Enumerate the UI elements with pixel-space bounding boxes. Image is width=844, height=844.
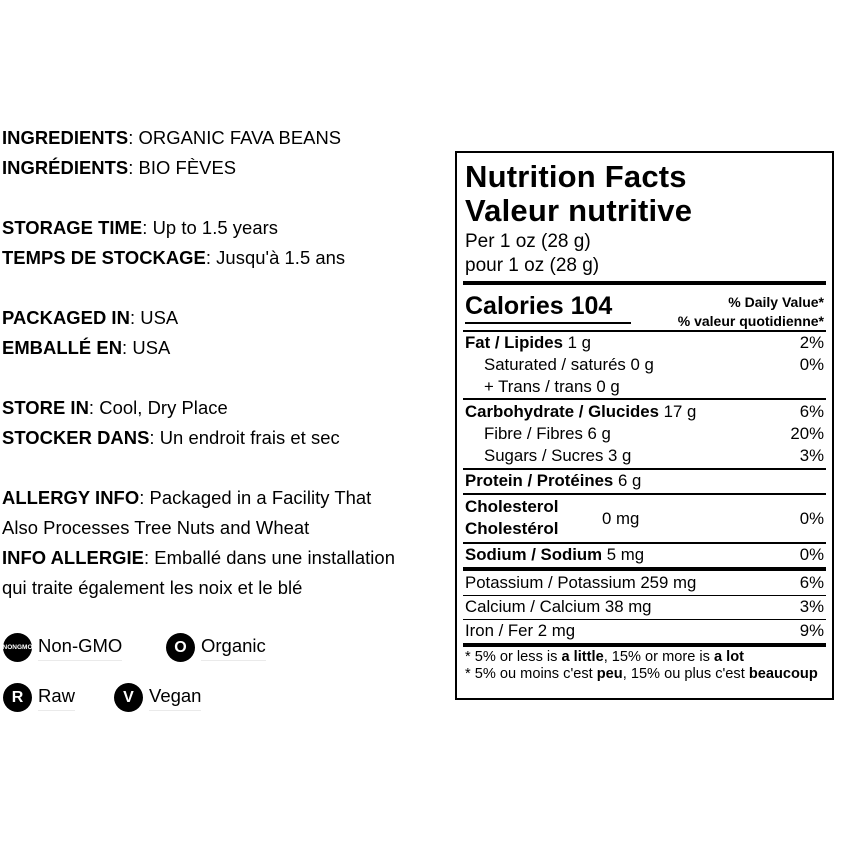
cholesterol-amount: 0 mg	[602, 509, 640, 528]
dv-header-fr: % valeur quotidienne*	[677, 313, 824, 329]
thick-rule	[463, 567, 826, 571]
row-fat	[465, 332, 824, 353]
row-sugars	[465, 445, 824, 466]
allergy-en-label: ALLERGY INFO	[2, 487, 140, 508]
nutrition-title-en: Nutrition Facts	[465, 159, 687, 194]
potassium-dv: 6%	[799, 573, 824, 592]
allergy-fr-value-cont: qui traite également les noix et le blé	[2, 577, 303, 598]
badge-organic	[166, 633, 266, 662]
trans-label: + Trans / trans 0 g	[484, 377, 620, 396]
carb-amount: 17 g	[663, 402, 697, 421]
row-saturated	[465, 354, 824, 375]
vegan-icon: V	[114, 683, 143, 712]
calories-label: Calories	[465, 292, 564, 320]
packaged-fr	[2, 336, 170, 360]
packaged-fr-value: : USA	[122, 337, 171, 358]
badge-non-gmo	[3, 633, 122, 662]
row-protein	[465, 470, 824, 491]
protein-label: Protein / Protéines	[465, 471, 614, 490]
ingredients-fr-value: : BIO FÈVES	[128, 157, 237, 178]
store-en-label: STORE IN	[2, 397, 89, 418]
thick-rule	[463, 281, 826, 285]
organic-icon: O	[166, 633, 195, 662]
row-carbohydrate	[465, 401, 824, 422]
sodium-amount: 5 mg	[606, 545, 645, 564]
organic-label: Organic	[201, 634, 266, 661]
potassium-label: Potassium / Potassium 259 mg	[465, 573, 697, 592]
footnote-en: * 5% or less is a little, 15% or more is a lot	[465, 649, 744, 665]
carb-label: Carbohydrate / Glucides	[465, 402, 659, 421]
storage-fr	[2, 246, 345, 270]
fat-label: Fat / Lipides	[465, 333, 563, 352]
daily-value-header	[678, 293, 824, 331]
row-potassium	[465, 572, 824, 593]
saturated-label: Saturated / saturés 0 g	[484, 355, 654, 374]
vegan-label: Vegan	[149, 684, 201, 711]
sodium-dv: 0%	[799, 545, 824, 564]
storage-fr-label: TEMPS DE STOCKAGE	[2, 247, 206, 268]
protein-amount: 6 g	[617, 471, 642, 490]
calories	[465, 291, 612, 321]
storage-en-label: STORAGE TIME	[2, 217, 143, 238]
thick-rule	[463, 643, 826, 647]
storage-en-value: : Up to 1.5 years	[142, 217, 279, 238]
serving-size-en: Per 1 oz (28 g)	[465, 231, 591, 252]
ingredients-en-value: : ORGANIC FAVA BEANS	[128, 127, 342, 148]
allergy-en-value-cont: Also Processes Tree Nuts and Wheat	[2, 517, 310, 538]
cholesterol-label-fr: Cholestérol	[465, 519, 559, 538]
iron-dv: 9%	[799, 621, 824, 640]
sugars-label: Sugars / Sucres 3 g	[484, 446, 632, 465]
non-gmo-icon: NON GMO	[3, 633, 32, 662]
packaged-en-label: PACKAGED IN	[2, 307, 130, 328]
non-gmo-label: Non-GMO	[38, 634, 122, 661]
ingredients-en-label: INGREDIENTS	[2, 127, 129, 148]
calcium-label: Calcium / Calcium 38 mg	[465, 597, 652, 616]
dv-header-en: % Daily Value*	[728, 294, 824, 310]
carb-dv: 6%	[799, 402, 824, 421]
storage-fr-value: : Jusqu'à 1.5 ans	[205, 247, 346, 268]
badge-vegan	[114, 683, 201, 712]
saturated-dv: 0%	[799, 355, 824, 374]
iron-label: Iron / Fer 2 mg	[465, 621, 576, 640]
sodium-label: Sodium / Sodium	[465, 545, 603, 564]
nutrition-title-fr: Valeur nutritive	[465, 193, 693, 228]
row-iron	[465, 620, 824, 641]
raw-icon: R	[3, 683, 32, 712]
store-fr-value: : Un endroit frais et sec	[149, 427, 340, 448]
calories-underline	[465, 322, 631, 324]
storage-en	[2, 216, 278, 240]
allergy-fr	[2, 546, 395, 570]
ingredients-fr	[2, 156, 236, 180]
store-fr	[2, 426, 340, 450]
nutrition-facts-panel	[455, 151, 834, 700]
raw-label: Raw	[38, 684, 75, 711]
packaged-fr-label: EMBALLÉ EN	[2, 337, 123, 358]
row-sodium	[465, 544, 824, 565]
store-fr-label: STOCKER DANS	[2, 427, 150, 448]
rule	[463, 398, 826, 400]
serving-size-fr: pour 1 oz (28 g)	[465, 255, 600, 276]
footnote-fr: * 5% ou moins c'est peu, 15% ou plus c'est beaucoup	[465, 666, 818, 682]
allergy-en-value: : Packaged in a Facility That	[139, 487, 372, 508]
calories-value: 104	[570, 292, 613, 320]
packaged-en-value: : USA	[129, 307, 179, 328]
fibre-dv: 20%	[790, 424, 824, 443]
calcium-dv: 3%	[799, 597, 824, 616]
store-en-value: : Cool, Dry Place	[88, 397, 228, 418]
ingredients-en	[2, 126, 341, 150]
sugars-dv: 3%	[799, 446, 824, 465]
packaged-en	[2, 306, 178, 330]
row-calcium	[465, 596, 824, 617]
rule	[463, 493, 826, 495]
store-en	[2, 396, 228, 420]
fat-amount: 1 g	[567, 333, 591, 352]
cholesterol-label-en: Cholesterol	[465, 497, 559, 516]
allergy-fr-value: : Emballé dans une installation	[143, 547, 395, 568]
cholesterol-dv: 0%	[799, 509, 824, 528]
allergy-fr-label: INFO ALLERGIE	[2, 547, 144, 568]
ingredients-fr-label: INGRÉDIENTS	[2, 157, 129, 178]
fibre-label: Fibre / Fibres 6 g	[484, 424, 611, 443]
badge-raw	[3, 683, 75, 712]
allergy-en	[2, 486, 371, 510]
row-fibre	[465, 423, 824, 444]
row-trans	[465, 376, 824, 397]
row-cholesterol	[602, 508, 824, 529]
fat-dv: 2%	[799, 333, 824, 352]
